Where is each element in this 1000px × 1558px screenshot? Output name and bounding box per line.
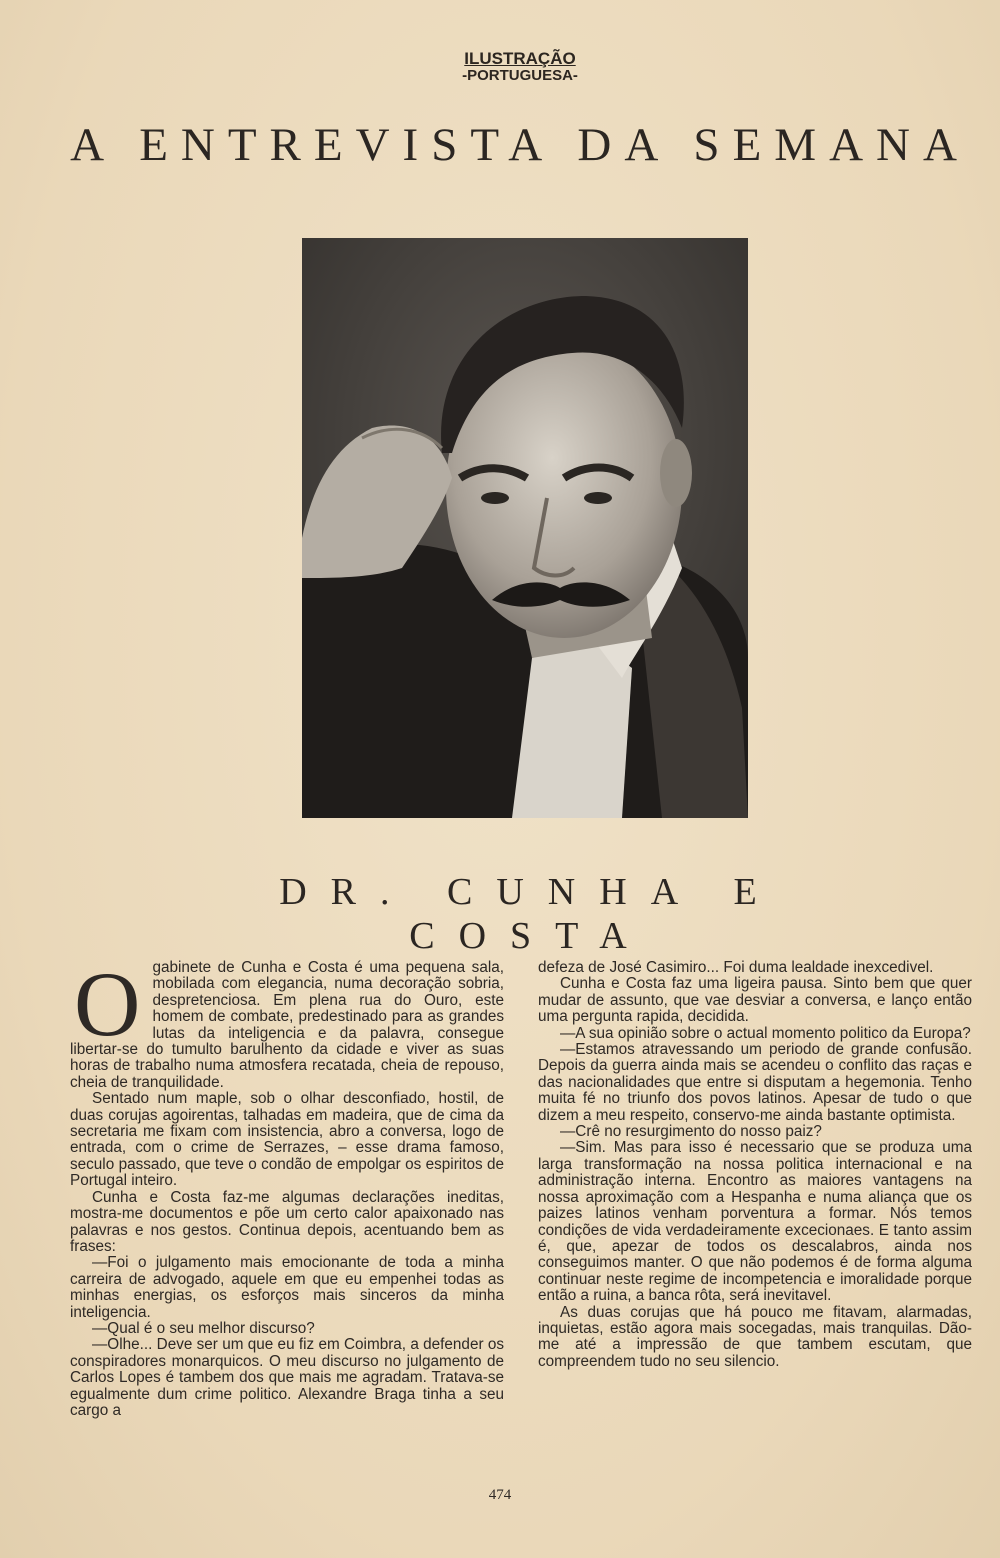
paragraph: defeza de José Casimiro... Foi duma lealdade inexcedivel. (538, 959, 934, 976)
paragraph: Cunha e Costa faz-me algumas declarações ineditas, mostra-me documentos e põe um certo calor apaixonado nas palavras e nos gestos. Continua depois, acentuando bem as frases: (70, 1188, 504, 1255)
paragraph: As duas corujas que há pouco me fitavam, alarmadas, inquietas, estão agora mais socegadas, mais tranquilas. Dão-me até a impressão de que tambem escutam, que compreendem tudo no seu silencio. (538, 1303, 972, 1370)
article-column-left (70, 953, 504, 1419)
paragraph: Sentado num maple, sob o olhar desconfiado, hostil, de duas corujas agoirentas, talhadas em madeira, que de cima da secretaria me fixam com insistencia, abro a conversa, logo de entrada, com o crime de Serrazes, – esse drama famoso, seculo passado, que teve o condão de empolgar os espiritos de Portugal inteiro. (70, 1090, 504, 1190)
page-title: A ENTREVISTA DA SEMANA (70, 119, 970, 171)
paragraph: —Foi o julgamento mais emocionante de toda a minha carreira de advogado, aquele em que eu empenhei todas as minhas energias, os esforços mais sinceros da minha inteligencia. (70, 1254, 504, 1321)
paragraph: —Crê no resurgimento do nosso paiz? (560, 1123, 822, 1141)
paragraph: —Sim. Mas para isso é necessario que se produza uma larga transformação na nossa politica internacional e na administração interna. Encontro as maiores vantagens na nossa aproximação com a Hespanha e numa aliança que os paizes latinos venham porventura a formar. Nós temos condições de vida verdadeiramente excecionaes. E tanto assim é, que, apezar de todos os descalabros, ainda nos conseguimos manter. O que não podemos é de forma alguma continuar neste regime de incompetencia e imoralidade porque então a ruina, a banca rôta, será inevitavel. (538, 1139, 972, 1305)
drop-cap: O (74, 953, 141, 1055)
paragraph: —Estamos atravessando um periodo de grande confusão. Depois da guerra ainda mais se acendeu o conflito das raças e das nacionalidades que entre si disputam a hegemonia. Tenho muita fé no triunfo dos povos latinos. Apesar de tudo o que dizem a meu respeito, conservo-me ainda bastante optimista. (538, 1041, 972, 1124)
paragraph: Cunha e Costa faz uma ligeira pausa. Sinto bem que quer mudar de assunto, que vae desviar a conversa, e lanço então uma pergunta rapida, decidida. (538, 975, 972, 1026)
article-column-right (538, 960, 972, 1370)
interviewee-name: DR. CUNHA E COSTA (279, 871, 781, 957)
logo-line-1: ILUSTRAÇÃO (464, 49, 576, 68)
page-number: 474 (488, 1487, 512, 1503)
paragraph: —A sua opinião sobre o actual momento politico da Europa? (560, 1024, 971, 1042)
portrait-illustration (302, 238, 748, 818)
paragraph: gabinete de Cunha e Costa é uma pequena sala, mobilada com elegancia, numa decoração sobria, despretenciosa. Em plena rua do Ouro, este homem de combate, predestinado para as grandes lutas da inteligencia e da palavra, consegue libertar-se do tumulto barulhento da cidade e viver as suas horas de trabalho numa atmosfera recatada, cheia de repouso, cheia de tranquilidade. (70, 959, 504, 1091)
paragraph: —Qual é o seu melhor discurso? (92, 1319, 315, 1337)
paragraph: —Olhe... Deve ser um que eu fiz em Coimbra, a defender os conspiradores monarquicos. O meu discurso no julgamento de Carlos Lopes é tambem dos que mais me agradam. Tratava-se egualmente dum crime politico. Alexandre Braga tinha a seu cargo a (70, 1336, 504, 1419)
logo-line-2: -PORTUGUESA- (462, 67, 578, 84)
magazine-logo (440, 50, 600, 84)
portrait-photo (302, 238, 748, 818)
